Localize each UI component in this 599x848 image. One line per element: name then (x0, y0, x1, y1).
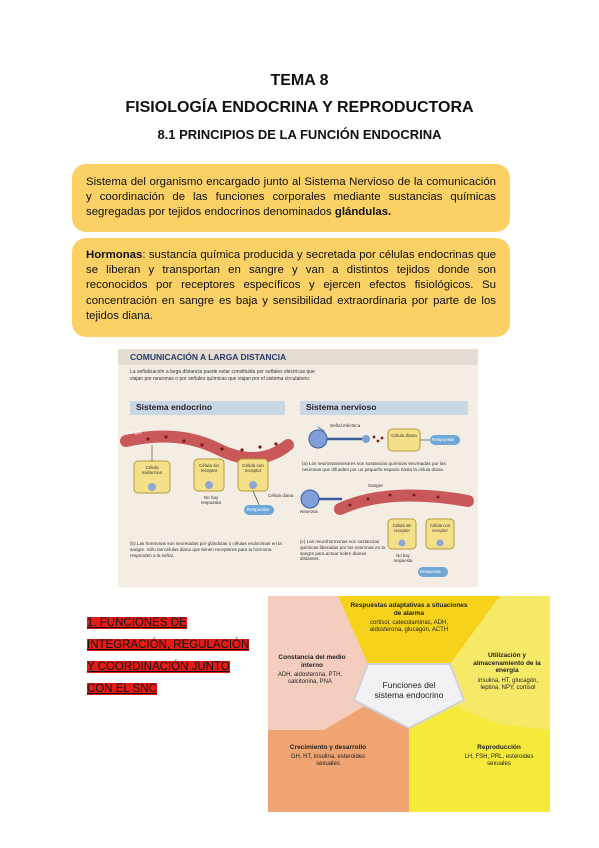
blood-label-2: Sangre (368, 483, 383, 488)
figure-header-text: COMUNICACIÓN A LARGA DISTANCIA (130, 352, 287, 362)
neurohormone-response-label: Respuesta (420, 569, 441, 574)
cell-with-receptor-label-2: Célula con receptor (429, 523, 451, 533)
section-line-1: 1. FUNCIONES DE (87, 617, 187, 629)
section-line-2: INTEGRACIÓN, REGULACIÓN (87, 639, 250, 651)
long-distance-communication-figure (118, 349, 478, 587)
section-line-4: CON EL SNC (87, 683, 157, 695)
page-subtitle: FISIOLOGÍA ENDOCRINA Y REPRODUCTORA (125, 99, 474, 116)
cell-with-receptor-label: Célula con receptor (242, 463, 264, 473)
reproduction-title: Reproducción (477, 744, 521, 751)
no-response-label-2: No hay respuesta (393, 553, 413, 563)
figure-intro: La señalización a larga distancia puede estar constituida por señales eléctricas que viajan por neuronas o por señales químicas que viajan por el sistema circulatorio. (130, 369, 315, 382)
blood-label: Sangre (126, 430, 143, 436)
nervous-system-label: Sistema nervioso (300, 401, 468, 415)
caption-b: (b) Las hormonas son secretadas por glándulas o células endocrinas en la sangre. Sólo las células diana que tienen receptores para la hormona responden a la señal. (130, 541, 282, 558)
neuron-body (309, 430, 327, 448)
endocrine-functions-diagram (268, 596, 550, 812)
energy-title: Utilización y almacenamiento de la energía (473, 652, 541, 674)
hormones-text: : sustancia química producida y secretada por células endocrinas que se liberan y transportan en sangre y van a distintos tejidos donde son reconocidos por receptores específicos y ejercen efectos fisiológicos. Su concentración en sangre es baja y sensibilidad extraordinaria por parte de los tejidos diana. (86, 249, 496, 322)
section-heading: 8.1 PRINCIPIOS DE LA FUNCIÓN ENDOCRINA (157, 127, 442, 142)
nervous-response-label: Respuesta (432, 437, 454, 442)
page-title: TEMA 8 (270, 72, 329, 89)
endocrine-cell-label: Célula endocrina (141, 465, 163, 475)
hormones-term: Hormonas (86, 249, 143, 261)
caption-a: (a) Los neurotransmisores son sustancias químicas secretadas por las neuronas que difunden por un pequeño espacio hasta la célula diana. (302, 461, 446, 472)
alarm-items: cortisol, catecolaminas, ADH, aldosterona, glucagón, ACTH (369, 620, 449, 633)
growth-items: GH, HT, insulina, esteroides sexuales (290, 754, 366, 767)
blood-vessel (126, 437, 288, 459)
center-label: Funciones del sistema endocrino (374, 680, 444, 700)
target-cell-label-2: Célula diana (391, 433, 417, 438)
neuron-label: Neurona (300, 509, 318, 514)
internal-medium-items: ADH, aldosterona, PTH, calcitonina, PNA (277, 672, 343, 685)
energy-items: insulina, HT, glucagón, leptina, NPY, cortisol (477, 678, 539, 691)
cell-no-receptor-label: Célula sin receptor (198, 463, 220, 473)
hormones-box (72, 238, 510, 337)
endocrine-response-label: Respuesta (247, 507, 269, 512)
alarm-title: Respuestas adaptativas a situaciones de alarma (350, 602, 468, 617)
functions-section-title (87, 612, 267, 700)
growth-title: Crecimiento y desarrollo (289, 744, 367, 751)
definition-text: Sistema del organismo encargado junto al Sistema Nervioso de la comunicación y coordinación de las funciones corporales mediante sustancias químicas segregadas por tejidos endocrinos denominados (86, 176, 496, 219)
endocrine-system-label: Sistema endocrino (130, 401, 285, 415)
caption-c: (c) Las neurohormonas son sustancias químicas liberadas por las neuronas en la sangre para actuar sobre dianas distantes. (300, 539, 386, 562)
definition-box (72, 164, 510, 232)
no-response-label: No hay respuesta (200, 495, 222, 505)
definition-keyword: glándulas. (334, 206, 392, 219)
reproduction-items: LH, FSH, PRL, esteroides sexuales (464, 754, 534, 767)
section-line-3: Y COORDINACIÓN JUNTO (87, 661, 230, 673)
target-cell-label: Célula diana (268, 493, 294, 498)
internal-medium-title: Constancia del medio interno (278, 654, 346, 669)
cell-no-receptor-label-2: Célula sin receptor (392, 523, 412, 533)
electric-signal-label: Señal eléctrica (330, 423, 361, 428)
